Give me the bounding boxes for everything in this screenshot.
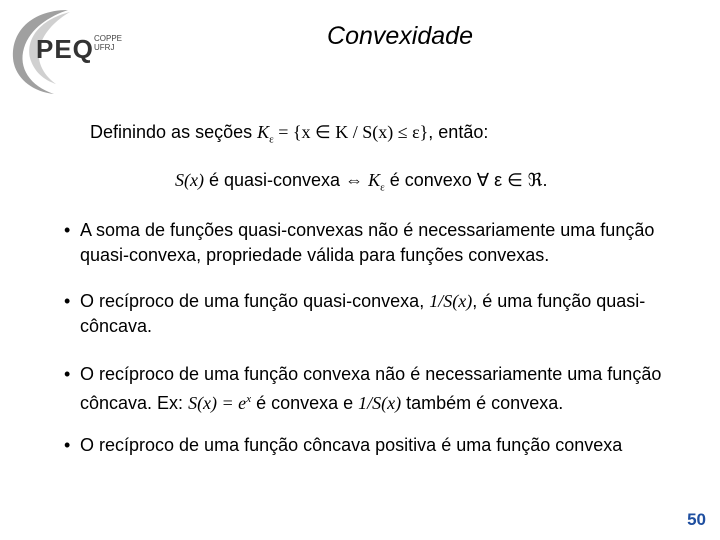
bullet-text [64,289,664,339]
bullet-text-pre: O recíproco de uma função convexa não é necessariamente uma função côncava. Ex: [80,364,662,413]
definition-epsilon-sub: ε [269,133,274,146]
bullet-text: A soma de funções quasi-convexas não é necessariamente uma função quasi-convexa, propriedade válida para funções convexas. [80,220,655,265]
bullet-math-1: S(x) = e [188,393,247,413]
peq-coppe-logo [8,6,128,96]
bullet-math: 1/S(x) [429,291,473,311]
logo-subtext-ufrj: UFRJ [94,43,115,52]
bullet-sum-quasiconvex [64,218,684,268]
bullet-marker: • [64,220,71,240]
definition-suffix: , então: [428,122,489,142]
equivalence-text2: é convexo ∀ ε ∈ ℜ. [384,170,548,190]
slide-title: Convexidade [327,22,473,50]
definition-set-expression: = {x ∈ K / S(x) ≤ ε} [273,122,429,142]
logo-text: PEQ [36,34,94,64]
equivalence-K: K [368,170,381,190]
bullet-marker: • [64,364,71,384]
equivalence-text1: é quasi-convexa ⇔ [203,170,369,190]
bullet-text: O recíproco de uma função côncava positiva é uma função convexa [80,435,623,455]
bullet-reciprocal-convex [64,362,694,416]
equivalence-lhs: S(x) [175,170,204,190]
definition-line [90,122,488,146]
equivalence-line [175,170,547,194]
definition-intro: Definindo as seções [90,122,258,142]
bullet-text-mid: é convexa e [251,393,359,413]
bullet-text-pre: O recíproco de uma função quasi-convexa, [80,291,430,311]
logo-subtext-coppe: COPPE [94,34,123,43]
definition-K: K [257,122,270,142]
equivalence-epsilon-sub: ε [380,181,385,194]
bullet-marker: • [64,291,71,311]
page-number: 50 [687,510,706,529]
bullet-reciprocal-concave [64,433,704,458]
bullet-math-1-sup: x [246,393,252,405]
bullet-text-post: também é convexa. [401,393,564,413]
bullet-text-post: , é uma função quasi-côncava. [80,291,646,336]
bullet-text [64,362,694,416]
bullet-reciprocal-quasiconvex [64,289,664,339]
bullet-math-2: 1/S(x) [358,393,402,413]
bullet-marker: • [64,435,71,455]
